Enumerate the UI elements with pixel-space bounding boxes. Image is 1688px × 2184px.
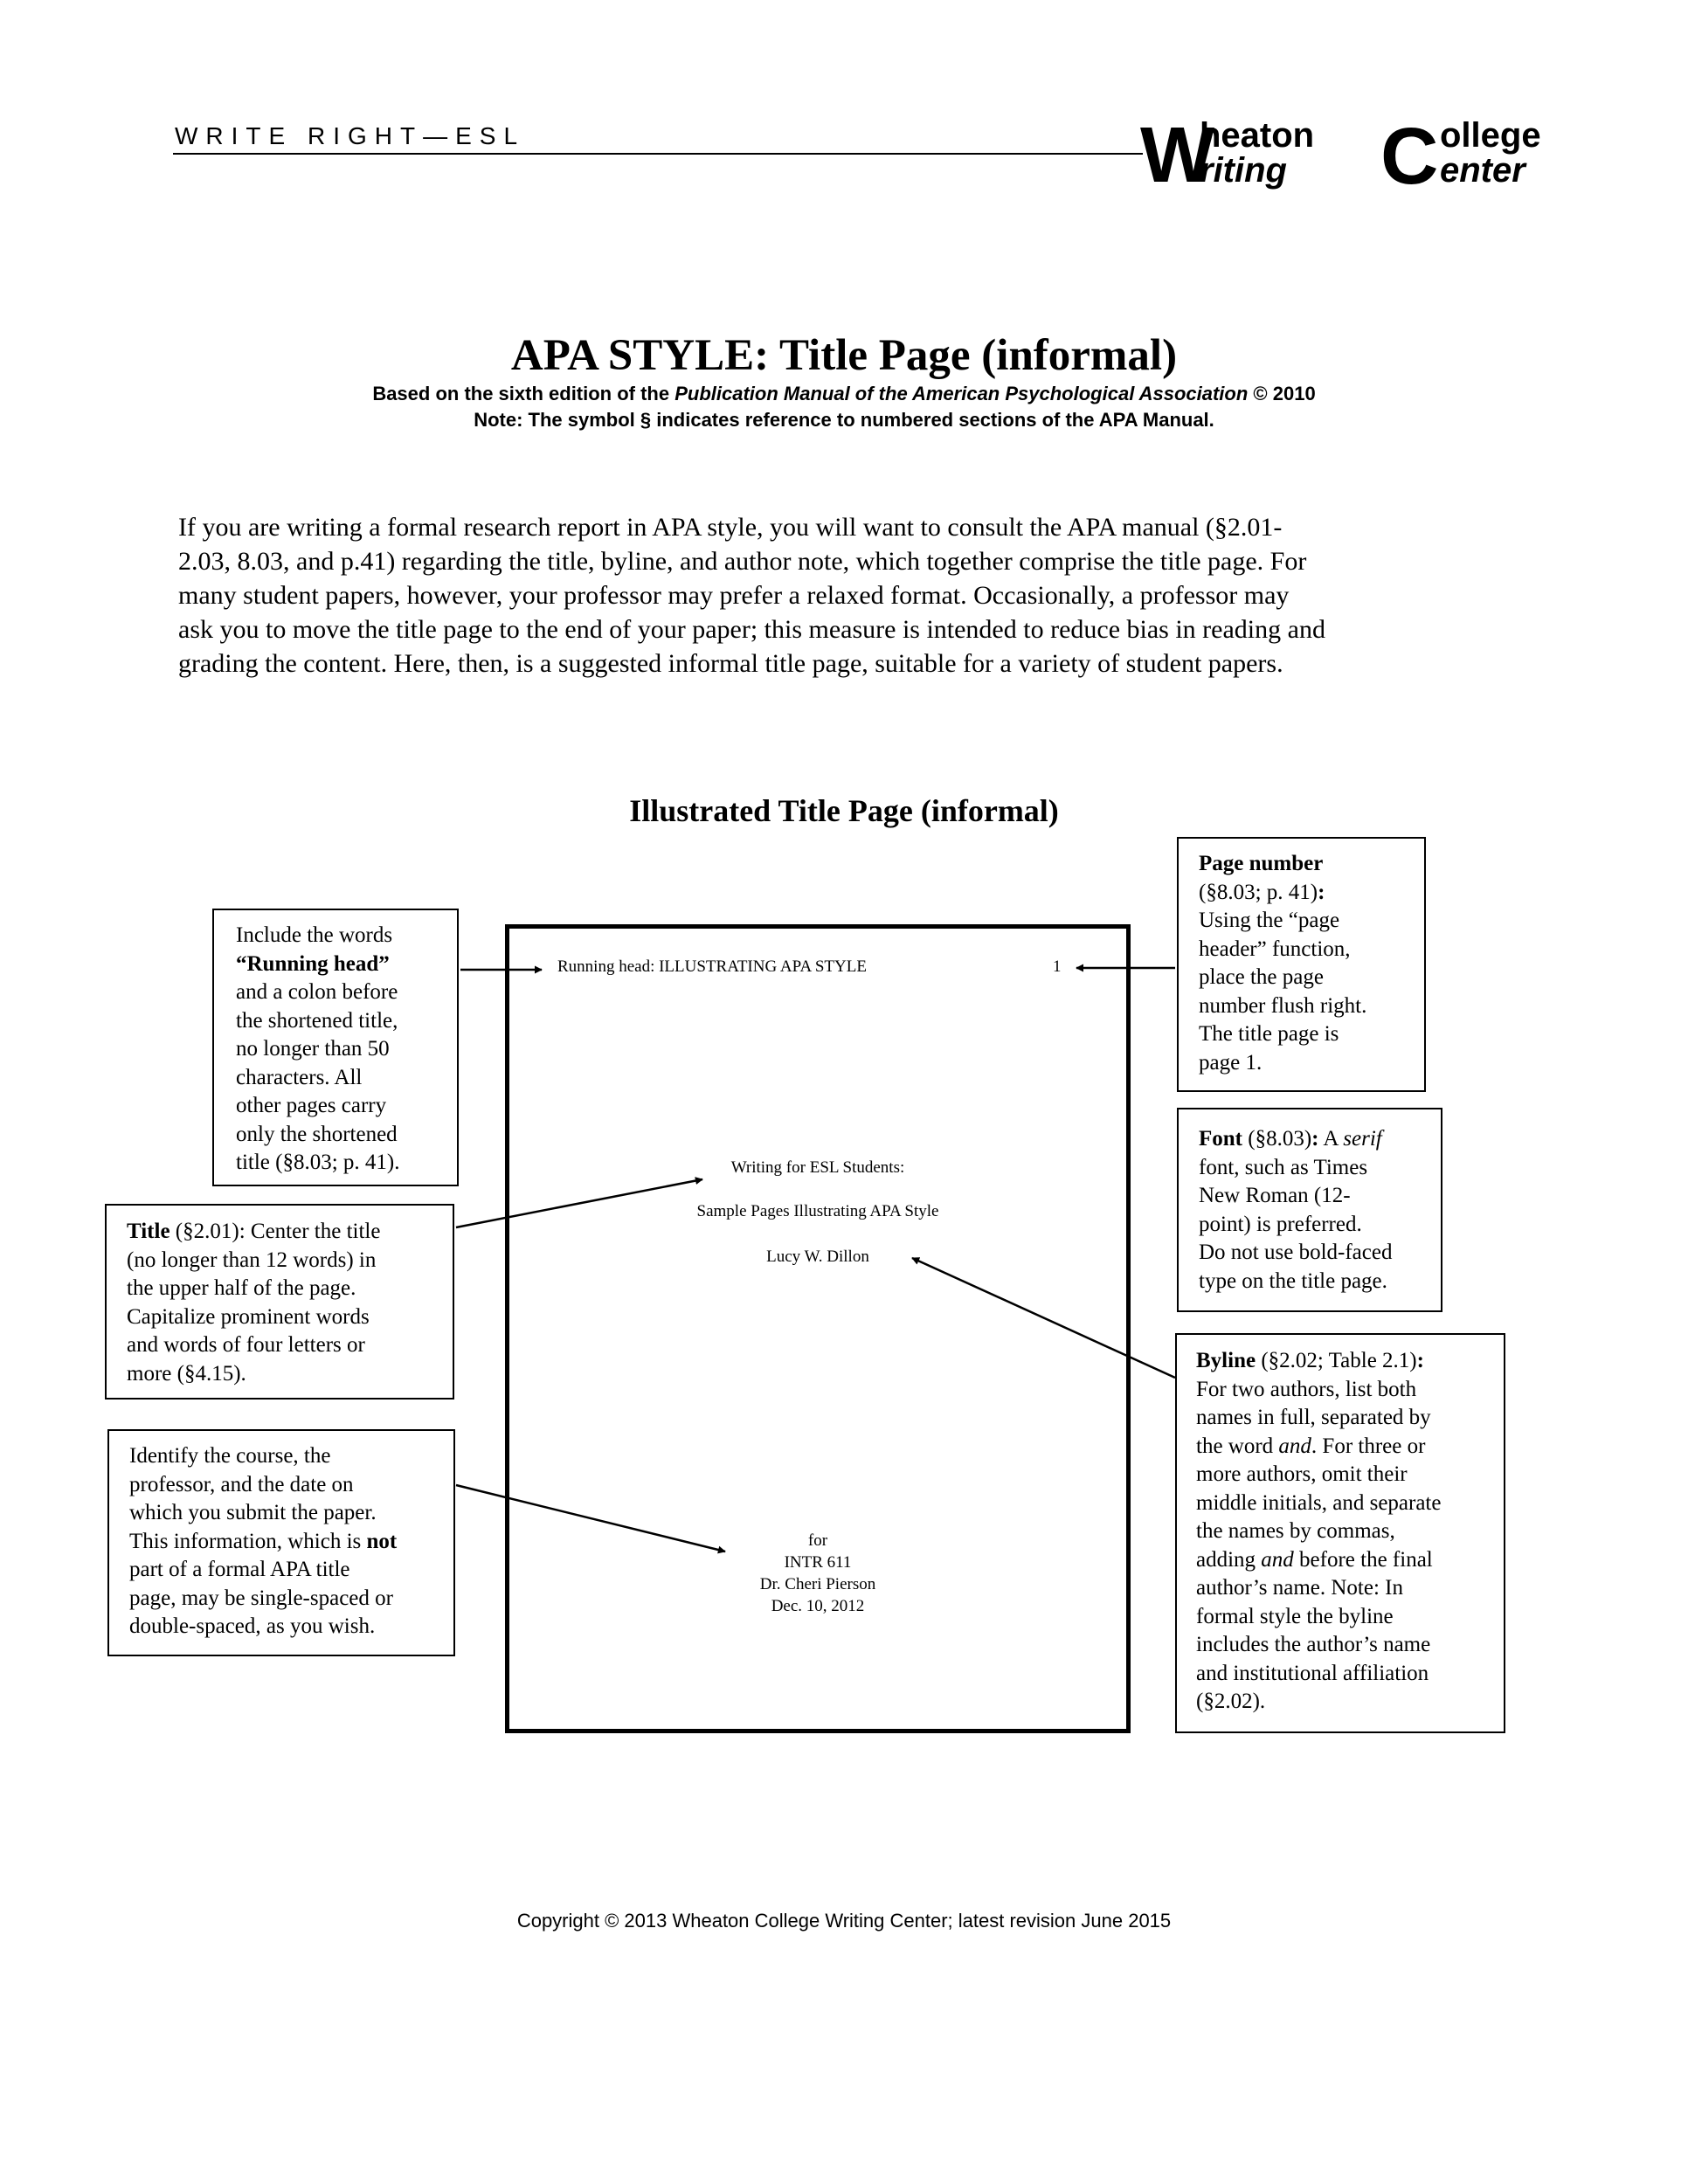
logo-heaton: heaton [1200,116,1315,155]
subtitle-note: Note: The symbol § indicates reference to numbered sections of the APA Manual. [474,409,1214,431]
callout-line: Include the words [236,923,393,947]
page-title: APA STYLE: Title Page (informal) [510,331,1178,380]
callout-line: double-spaced, as you wish. [129,1614,376,1638]
callout-text: . For three or [1311,1434,1426,1458]
callout-colon: : [1318,880,1325,904]
mock-professor: Dr. Cheri Pierson [759,1575,876,1593]
and-emphasis: and [1278,1434,1311,1458]
callout-line: title (§8.03; p. 41). [236,1151,400,1174]
callout-line: header” function, [1199,936,1351,961]
mock-page-number: 1 [1053,957,1062,976]
callout-line: place the page [1199,965,1324,989]
logo-c: C [1380,112,1439,201]
subtitle-edition-prefix: Based on the sixth edition of the [372,383,675,404]
callout-line: part of a formal APA title [129,1558,350,1581]
arrow-course-info [456,1485,725,1552]
copyright-footer: Copyright © 2013 Wheaton College Writing Center; latest revision June 2015 [516,1910,1172,1932]
callout-line: professor, and the date on [129,1472,354,1496]
callout-line: only the shortened [236,1122,398,1146]
callout-line: and words of four letters or [127,1333,365,1357]
callout-line: The title page is [1199,1022,1339,1046]
callout-text: the word [1196,1434,1279,1458]
callout-text: (§2.01): Center the title [169,1220,381,1243]
callout-line: Identify the course, the [129,1444,331,1468]
not-emphasis: not [366,1529,398,1553]
callout-line: characters. All [236,1065,363,1089]
title-emphasis: Title [127,1220,170,1243]
mock-author: Lucy W. Dillon [766,1248,869,1266]
callout-line: page, may be single-spaced or [129,1586,393,1610]
serif-emphasis: serif [1343,1127,1382,1151]
callout-line: (§2.02). [1196,1690,1266,1713]
callout-colon: : [1311,1127,1319,1151]
callout-line: (no longer than 12 words) in [127,1248,377,1272]
and-emphasis: and [1261,1547,1294,1572]
callout-line: includes the author’s name [1196,1633,1431,1656]
mock-course: INTR 611 [784,1553,852,1572]
subtitle-edition-suffix: © 2010 [1248,383,1316,404]
callout-line: and a colon before [236,980,398,1004]
callout-line: which you submit the paper. [129,1501,377,1524]
font-emphasis: Font [1199,1127,1242,1151]
callout-line: the shortened title, [236,1008,398,1033]
callout-line: New Roman (12- [1199,1184,1351,1207]
intro-line: 2.03, 8.03, and p.41) regarding the title, byline, and author note, which together comprise the title page. For [178,547,1307,576]
callout-line: no longer than 50 [236,1037,390,1061]
callout-text: (§2.02; Table 2.1) [1256,1349,1417,1372]
logo-w: W [1140,112,1214,199]
byline-emphasis: Byline [1196,1349,1256,1372]
running-head-emphasis: “Running head” [236,951,390,976]
callout-line: font, such as Times [1199,1155,1368,1179]
callout-line: type on the title page. [1199,1268,1387,1293]
arrow-title [456,1179,702,1227]
callout-line: point) is preferred. [1199,1212,1362,1236]
manual-title: Publication Manual of the American Psychological Association [675,383,1249,404]
intro-line: If you are writing a formal research report in APA style, you will want to consult the APA manual (§2.01- [178,513,1283,542]
callout-line: more authors, omit their [1196,1462,1408,1486]
intro-line: ask you to move the title page to the end of your paper; this measure is intended to reduce bias in reading and [178,615,1325,644]
callout-line: Do not use bold-faced [1199,1241,1393,1264]
callout-line: names in full, separated by [1196,1406,1431,1429]
page-number-emphasis: Page number [1199,852,1324,875]
callout-line: the upper half of the page. [127,1276,356,1300]
callout-line: number flush right. [1199,993,1367,1018]
callout-line: more (§4.15). [127,1361,246,1386]
mock-title-line-1: Writing for ESL Students: [730,1158,905,1177]
mock-date: Dec. 10, 2012 [771,1597,865,1615]
callout-text: A [1318,1127,1344,1151]
callout-line: Capitalize prominent words [127,1304,370,1329]
intro-line: grading the content. Here, then, is a suggested informal title page, suitable for a variety of student papers. [178,649,1283,678]
callout-text: before the final [1293,1547,1433,1572]
logo-enter: enter [1440,151,1525,190]
callout-line: For two authors, list both [1196,1377,1417,1401]
mock-running-head: Running head: ILLUSTRATING APA STYLE [557,957,867,976]
callout-line: other pages carry [236,1094,387,1117]
callout-line: page 1. [1199,1050,1263,1075]
callout-line: the names by commas, [1196,1519,1395,1543]
logo-ollege: ollege [1440,116,1541,155]
callout-text: This information, which is [129,1529,367,1553]
intro-line: many student papers, however, your professor may prefer a relaxed format. Occasionally, a professor may [178,581,1290,610]
mock-for: for [807,1531,828,1550]
callout-line: and institutional affiliation [1196,1661,1429,1685]
logo-riting: riting [1200,151,1287,190]
illustration-title: Illustrated Title Page (informal) [629,793,1059,828]
arrow-byline [912,1258,1175,1378]
callout-colon: : [1416,1349,1424,1372]
header-label: WRITE RIGHT—ESL [175,122,526,149]
callout-line: Using the “page [1199,909,1340,932]
callout-text: (§8.03) [1242,1127,1312,1151]
callout-line: middle initials, and separate [1196,1490,1442,1515]
callout-line: formal style the byline [1196,1604,1394,1628]
mock-title-line-2: Sample Pages Illustrating APA Style [696,1202,939,1220]
callout-line: author’s name. Note: In [1196,1576,1403,1600]
callout-text: (§8.03; p. 41) [1199,880,1318,904]
callout-text: adding [1196,1547,1262,1572]
